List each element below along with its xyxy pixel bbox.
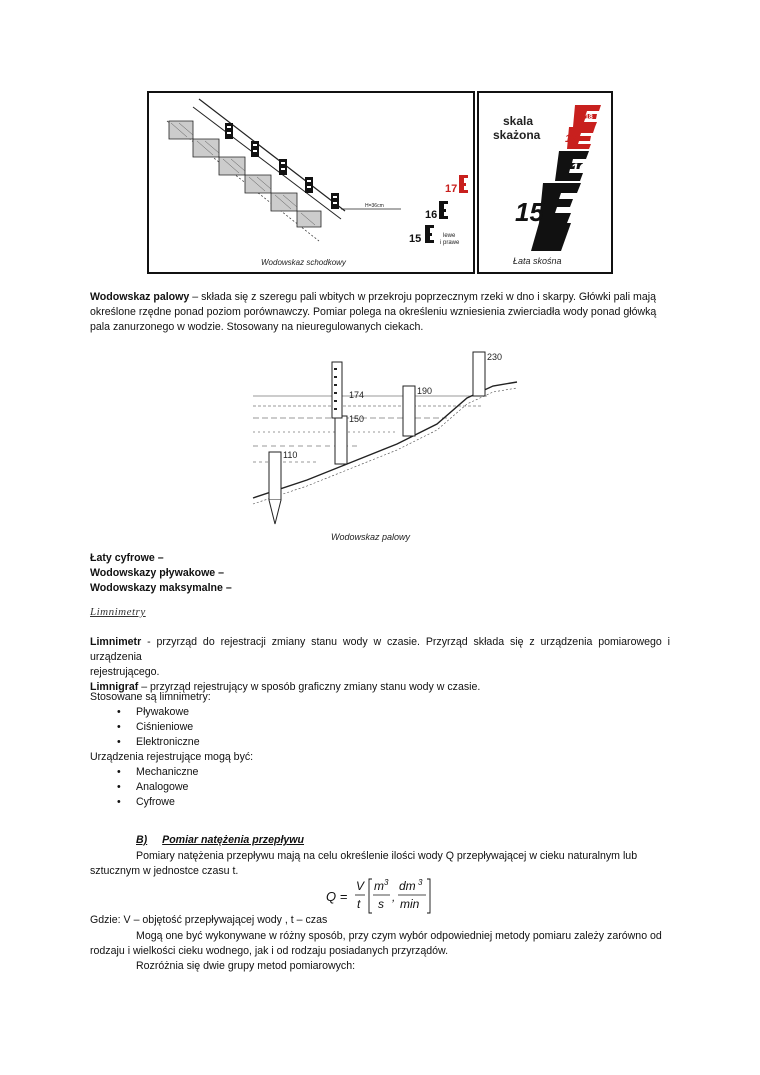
list-item: • Cyfrowe (117, 796, 175, 808)
flow-formula (326, 877, 441, 915)
figure-wodowskaz-palowy (247, 348, 522, 548)
formula-svg (326, 877, 441, 915)
formula-unit2-num: dm (399, 879, 416, 893)
pile-value-110: 110 (283, 450, 298, 460)
recorders-list (90, 765, 670, 810)
term-wodowskazy-plywakowe: Wodowskazy pływakowe – (90, 567, 225, 579)
groups-line: Rozróżnia się dwie grupy metod pomiarowych: (136, 960, 356, 972)
formula-lhs: Q = (326, 889, 348, 904)
pile-value-174: 174 (349, 390, 365, 400)
list-item: • Ciśnieniowe (117, 721, 194, 733)
list-item: • Mechaniczne (117, 766, 199, 778)
term-limnigraf: Limnigraf (90, 681, 139, 693)
formula-comma: , (392, 890, 396, 904)
formula-unit1-den: s (378, 897, 384, 911)
types-list (90, 705, 670, 750)
section-b-intro (90, 849, 670, 879)
types-intro: Stosowane są limnimetry: (90, 691, 211, 703)
skosna-number-17: 17 (565, 133, 578, 145)
list-item: • Elektroniczne (117, 736, 200, 748)
limnimetry-lists (90, 690, 670, 810)
term-wodowskaz-palowy: Wodowskaz palowy (90, 291, 190, 303)
schodkowy-diagram (149, 93, 473, 272)
schodkowy-number-17: 17 (445, 183, 458, 195)
side-label-2: i prawe (440, 240, 460, 246)
figure-caption-palowy: Wodowskaz palowy (331, 532, 411, 542)
skosna-number-18: 18 (585, 114, 593, 121)
formula-unit2-den: min (400, 897, 420, 911)
formula-unit1-num: m (374, 879, 384, 893)
formula-unit1-exp: 3 (384, 878, 389, 887)
intro-line-2: sztucznym w jednostce czasu t. (90, 865, 239, 877)
figure-wodowskaz-schodkowy (147, 91, 475, 274)
pile-value-150: 150 (349, 414, 365, 424)
palowy-line-2: określone rzędne ponad poziom porównawczy. Pomiar polega na określeniu wzniesienia zwierciadła wody ponad główką (90, 306, 657, 318)
pile-value-230: 230 (487, 352, 503, 362)
section-b-title: Pomiar natężenia przepływu (162, 834, 305, 846)
limnimetry-heading-block (90, 605, 670, 620)
formula-unit2-exp: 3 (418, 878, 423, 887)
method-line-2: rodzaju i wielkości cieku wodnego, jak i od rodzaju posiadanych przyrządów. (90, 945, 449, 957)
figure-caption-skosna: Łata skośna (513, 256, 562, 266)
term-wodowskazy-maksymalne: Wodowskazy maksymalne – (90, 582, 232, 594)
where-text: Gdzie: V – objętość przepływającej wody , t – czas (90, 914, 328, 926)
h-label: H=36cm (365, 203, 384, 209)
list-item: • Analogowe (117, 781, 189, 793)
skosna-number-15: 15 (515, 197, 544, 227)
list-item: • Pływakowe (117, 706, 189, 718)
formula-where (90, 913, 670, 928)
limnigraf-text: – przyrząd rejestrujący w sposób graficzny zmiany stanu wody w czasie. (138, 681, 481, 693)
schodkowy-number-16: 16 (425, 209, 438, 221)
term-laty-cyfrowe: Łaty cyfrowe – (90, 552, 164, 564)
palowy-line-1: – składa się z szeregu pali wbitych w przekroju poprzecznym rzeki w dno i skarpy. Główki pali mają (189, 291, 656, 303)
palowy-diagram (247, 348, 522, 548)
formula-num: V (356, 879, 365, 893)
palowy-line-3: pala zanurzonego w wodzie. Stosowany na nieuregulowanych ciekach. (90, 321, 424, 333)
formula-den: t (357, 897, 361, 911)
intro-line-1: Pomiary natężenia przepływu mają na celu określenie ilości wody Q przepływającej w cieku naturalnym lub (136, 850, 638, 862)
skosna-title-1: skala (503, 114, 534, 128)
method-line-1: Mogą one być wykonywane w różny sposób, przy czym wybór odpowiedniej metody pomiaru zależy zarówno od (136, 930, 662, 942)
limnimetr-definitions (90, 635, 670, 695)
section-b-heading (90, 833, 670, 848)
pile-value-190: 190 (417, 386, 433, 396)
side-label-1: lewe (443, 233, 456, 239)
schodkowy-number-15: 15 (409, 233, 422, 245)
methods-paragraph (90, 929, 670, 974)
figure-lata-skosna (477, 91, 613, 274)
term-limnimetr: Limnimetr (90, 636, 142, 648)
section-b-label: B) (136, 834, 148, 846)
limnimetr-line-2: rejestrującego. (90, 666, 160, 678)
skosna-number-16: 16 (571, 160, 587, 176)
paragraph-wodowskaz-palowy (90, 290, 670, 335)
recorders-intro: Urządzenia rejestrujące mogą być: (90, 751, 254, 763)
skosna-diagram (479, 93, 611, 272)
limnimetr-line-1: - przyrząd do rejestracji zmiany stanu wody w czasie. Przyrząd składa się z urządzenia pomiarowego i urządzenia (90, 636, 670, 663)
limnimetry-heading: Limnimetry (90, 606, 146, 618)
terms-block (90, 551, 670, 596)
skosna-title-2: skażona (493, 128, 541, 142)
figure-caption-schodkowy: Wodowskaz schodkowy (261, 258, 346, 267)
